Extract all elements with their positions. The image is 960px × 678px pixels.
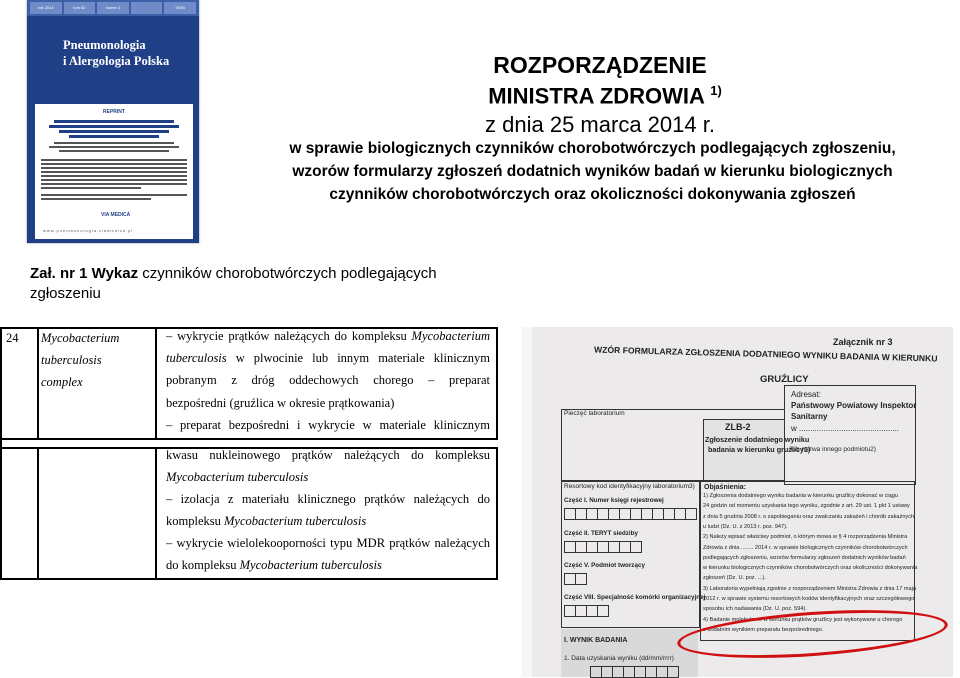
reprint-label: REPRINT: [103, 109, 125, 115]
form-code-desc: Zgłoszenie dodatniego wyniku: [705, 435, 810, 444]
table-border: [37, 327, 39, 439]
journal-title: [63, 37, 197, 69]
table-border: [496, 327, 498, 439]
table-border: [0, 327, 2, 579]
journal-title-line: Pneumonologia: [63, 38, 146, 52]
cover-text-line: [41, 187, 141, 189]
row-number: 24: [6, 331, 19, 345]
cover-top-cell: tom 82: [64, 2, 96, 14]
cover-text-line: [41, 167, 187, 169]
cover-text-line: [41, 159, 187, 161]
notes-line: u ludzi (Dz. U. z 2013 r. poz. 947).: [703, 523, 788, 530]
notes-label: Objaśnienia:: [704, 484, 747, 491]
lab-code-label: Resortowy kod identyfikacyjny laboratorium3): [564, 483, 695, 490]
lab-code-part: Część V. Podmiot tworzący: [564, 562, 645, 569]
cover-text-line: [69, 135, 159, 138]
cover-top-cell: [131, 2, 163, 14]
cover-text-line: [41, 179, 187, 181]
table-border: [0, 438, 498, 440]
subject-line: czynników chorobotwórczych oraz okoliczności dokonywania zgłoszeń: [329, 186, 856, 203]
notes-line: zgłoszeń (Dz. U. poz. ...).: [703, 575, 766, 582]
criteria-line: kwasu nukleinowego prątków należących do kompleksu: [166, 448, 490, 462]
notes-line: z dnia 5 grudnia 2008 r. o zapobieganiu oraz zwalczaniu zakażeń i chorób zakaźnych: [703, 513, 915, 520]
notes-line: 2) Należy wpisać właściwy podmiot, o którym mowa w § 4 rozporządzenia Ministra: [703, 534, 908, 541]
journal-title-line: i Alergologia Polska: [63, 54, 170, 68]
lab-code-part: Część VIII. Specjalność komórki organizacyjnej: [564, 594, 706, 601]
cover-text-line: [49, 146, 179, 148]
pathogen-name: complex: [41, 375, 83, 389]
cover-text-line: [41, 194, 187, 196]
notes-line: 4) Badanie molekularne w kierunku prątków gruźlicy jest wykonywane u chorego: [703, 616, 903, 623]
table-border: [37, 449, 39, 579]
lab-code-part: Część II. TERYT siedziby: [564, 530, 638, 537]
notes-line: 24 godzin od momentu uzyskania tego wyniku, zgodnie z art. 29 ust. 1 pkt 1 ustawy: [703, 503, 910, 510]
entry-cells: [590, 666, 678, 678]
pathogen-name: Mycobacterium: [41, 331, 120, 345]
photo-edge: [522, 327, 532, 677]
cover-text-line: [41, 198, 151, 200]
cover-text-line: [59, 150, 169, 152]
publisher-logo: VIA MEDICA: [101, 212, 131, 218]
cover-top-cell: numer 2: [97, 2, 129, 14]
entry-cells: [564, 573, 586, 585]
notes-line: podlegających zgłoszeniu, wzorów formularzy zgłoszeń dodatnich wyników badań: [703, 554, 906, 561]
form-code-desc: badania w kierunku gruźlicy1): [708, 445, 811, 454]
table-border: [496, 449, 498, 579]
attachment-caption: [30, 264, 470, 304]
caption-bold: Zał. nr 1 Wykaz: [30, 265, 139, 282]
addressee-line: Państwowy Powiatowy Inspektor: [791, 401, 917, 410]
caption-text: czynników chorobotwórczych podlegających: [138, 265, 437, 282]
criteria-line: do kompleksu Mycobacterium tuberculosis: [166, 558, 382, 572]
form-code: ZLB-2: [725, 422, 751, 432]
ministry-name: MINISTRA ZDROWIA: [488, 83, 705, 109]
form-heading: WZÓR FORMULARZA ZGŁOSZENIA DODATNIEGO WYNIKU BADANIA W KIERUNKU: [593, 344, 938, 364]
cover-insert-panel: [35, 104, 193, 239]
criteria-line: – wykrycie wielolekooporności typu MDR prątków należących: [166, 536, 490, 550]
cover-top-bar: [27, 0, 199, 16]
journal-cover-image: [27, 0, 199, 243]
entry-cells: [564, 541, 641, 553]
notes-line: w kierunku biologicznych czynników chorobotwórczych oraz okoliczności dokonywania: [703, 565, 918, 572]
table-border: [155, 449, 157, 579]
criteria-line: Mycobacterium tuberculosis: [166, 470, 309, 484]
notes-line: 3) Laboratoria wypełniają zgodnie z rozporządzeniem Ministra Zdrowia z dnia 17 maja: [703, 585, 916, 592]
notes-line: Zdrowia z dnia ........ 2014 r. w sprawie biologicznych czynników chorobotwórczych: [703, 544, 908, 551]
cover-text-line: [49, 125, 179, 128]
entry-cells: [564, 508, 696, 520]
criteria-line: – wykrycie prątków należących do kompleksu Mycobacterium: [166, 329, 490, 343]
subject-line: w sprawie biologicznych czynników chorobotwórczych podlegających zgłoszeniu,: [289, 140, 896, 157]
cover-top-cell: ISSN: [164, 2, 196, 14]
addressee-line: lub nazwa innego podmiotu2): [791, 446, 876, 453]
caption-text: zgłoszeniu: [30, 285, 101, 302]
criteria-line: – preparat bezpośredni i wykrycie w materiale klinicznym: [166, 418, 490, 432]
cover-text-line: [54, 120, 174, 123]
criteria-line: bezpośredni (gruźlica w okresie prątkowania): [166, 396, 395, 410]
addressee-label: Adresat:: [791, 390, 821, 399]
notes-line: sposobu ich nadawania (Dz. U. poz. 594).: [703, 606, 807, 613]
criteria-line: kompleksu Mycobacterium tuberculosis: [166, 514, 367, 528]
footnote-marker: 1): [710, 83, 722, 98]
regulation-date: z dnia 25 marca 2014 r.: [485, 112, 715, 137]
criteria-line: tuberculosis w plwocinie lub innym materiale klinicznym: [166, 351, 490, 365]
cover-text-line: [54, 142, 174, 144]
ministry-title: [470, 83, 740, 109]
entry-cells: [564, 605, 608, 617]
cover-top-cell: rok 2014: [30, 2, 62, 14]
cover-text-line: [41, 183, 187, 185]
regulation-subject: [225, 137, 960, 206]
addressee-line: w .............................................: [791, 424, 900, 433]
cover-text-line: [41, 175, 187, 177]
notes-line: z dodatnim wynikiem preparatu bezpośredniego.: [703, 626, 824, 633]
table-border: [0, 578, 498, 580]
result-date-label: 1. Data uzyskania wyniku (dd/mm/rrrr): [564, 655, 674, 662]
subject-line: wzorów formularzy zgłoszeń dodatnich wyników badań w kierunku biologicznych: [292, 163, 893, 180]
cover-text-line: [59, 130, 169, 133]
criteria-line: pobranym z dróg oddechowych chorego – preparat: [166, 373, 490, 387]
journal-url: www.pneumonologia.viamedica.pl: [43, 228, 134, 233]
notes-line: 1) Zgłoszenia dodatniego wyniku badania w kierunku gruźlicy dokonać w ciągu: [703, 493, 898, 499]
result-heading: I. WYNIK BADANIA: [564, 637, 628, 644]
stamp-label: Pieczęć laboratorium: [564, 410, 625, 417]
cover-text-line: [41, 171, 187, 173]
addressee-line: Sanitarny: [791, 412, 828, 421]
pathogen-name: tuberculosis: [41, 353, 102, 367]
criteria-line: – izolacja z materiału klinicznego prątków należących do: [166, 492, 490, 506]
attachment-number: Załącznik nr 3: [833, 337, 893, 347]
form-heading: GRUŹLICY: [760, 374, 809, 385]
pathogen-list-excerpt: [0, 327, 498, 579]
table-border: [155, 327, 157, 439]
notes-line: 2012 r. w sprawie systemu resortowych kodów identyfikacyjnych oraz szczegółowego: [703, 596, 915, 602]
regulation-title: ROZPORZĄDZENIE: [493, 52, 707, 78]
lab-code-part: Część I. Numer księgi rejestrowej: [564, 497, 664, 504]
cover-text-line: [41, 163, 187, 165]
